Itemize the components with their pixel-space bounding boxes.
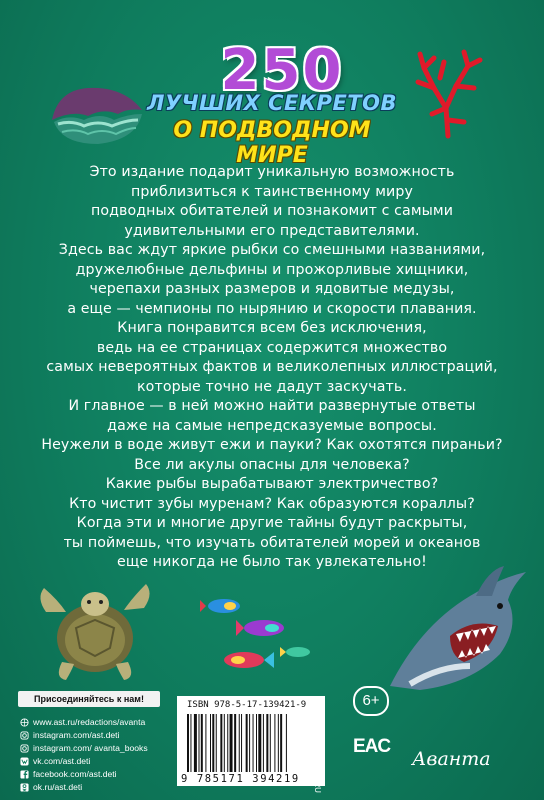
- isbn-number: ISBN 978-5-17-139421-9: [187, 700, 307, 710]
- social-link-text: instagram.com/ avanta_books: [33, 743, 148, 753]
- description-line: Книга понравится всем без исключения,: [117, 320, 427, 336]
- facebook-icon: [20, 770, 29, 779]
- description-line: которые точно не дадут заскучать.: [137, 378, 407, 395]
- eac-certification-mark: EAC: [353, 736, 391, 757]
- barcode-digits: 9 785171 394219: [181, 773, 300, 785]
- description-line: Это издание подарит уникальную возможность: [89, 164, 455, 180]
- sea-turtle-image: [36, 578, 154, 682]
- social-link-text: instagram.com/ast.deti: [33, 730, 120, 740]
- book-description: [40, 163, 504, 573]
- social-link-facebook[interactable]: [20, 768, 170, 780]
- age-rating-badge: 6+: [353, 686, 389, 716]
- instagram-icon: [20, 744, 29, 753]
- publisher-logo-avanta: Аванта: [412, 748, 491, 770]
- clam-shell-image: [48, 80, 146, 150]
- red-coral-image: [410, 48, 484, 140]
- description-line: дружелюбные дельфины и прожорливые хищники,: [75, 261, 469, 278]
- description-line: приблизиться к таинственному миру: [131, 183, 413, 200]
- description-line: Здесь вас ждут яркие рыбки со смешными названиями,: [58, 242, 486, 258]
- shark-image: [380, 566, 530, 692]
- social-link-text: www.ast.ru/redactions/avanta: [33, 717, 146, 727]
- social-link-website[interactable]: [20, 716, 170, 728]
- social-link-text: ok.ru/ast.deti: [33, 782, 83, 792]
- globe-icon: [20, 718, 29, 727]
- description-line: еще никогда не было так увлекательно!: [117, 554, 427, 570]
- ok-icon: [20, 783, 29, 792]
- description-line: Когда эти и многие другие тайны будут раскрыты,: [76, 515, 468, 531]
- description-line: Неужели в воде живут ежи и пауки? Как охотятся пираньи?: [41, 437, 503, 453]
- title-line-underwater: О ПОДВОДНОМ МИРЕ: [173, 118, 371, 168]
- social-link-vk[interactable]: [20, 755, 170, 767]
- tropical-fish-image: [200, 594, 314, 674]
- social-link-instagram-astdeti[interactable]: [20, 729, 170, 741]
- social-link-instagram-avanta[interactable]: [20, 742, 170, 754]
- barcode-block: [177, 696, 325, 786]
- description-line: подводных обитателей и познакомит с самыми: [90, 203, 454, 219]
- join-us-label: Присоединяйтесь к нам!: [18, 691, 160, 707]
- description-line: Кто чистит зубы муренам? Как образуются кораллы?: [69, 495, 475, 512]
- description-line: самых невероятных фактов и великолепных иллюстраций,: [46, 359, 498, 375]
- social-link-text: vk.com/ast.deti: [33, 756, 91, 766]
- description-line: И главное — в ней можно найти развернутые ответы: [68, 398, 476, 414]
- description-line: черепахи разных размеров и ядовитые медузы,: [89, 281, 455, 297]
- description-line: удивительными его представителями.: [124, 222, 420, 239]
- website-vertical-label: WWW.AST.RU: [313, 740, 322, 793]
- title-line-secrets: ЛУЧШИХ СЕКРЕТОВ: [147, 91, 397, 115]
- description-line: ведь на ее страницах содержится множество: [96, 339, 448, 356]
- instagram-icon: [20, 731, 29, 740]
- description-line: Какие рыбы вырабатывают электричество?: [105, 476, 439, 492]
- barcode-image: [187, 714, 315, 774]
- social-link-ok[interactable]: [20, 781, 170, 793]
- title-number: 250: [220, 38, 344, 103]
- social-links-list: [20, 716, 170, 794]
- description-line: Все ли акулы опасны для человека?: [134, 456, 410, 473]
- vk-icon: [20, 757, 29, 766]
- description-line: даже на самые непредсказуемые вопросы.: [107, 417, 437, 434]
- description-line: а еще — чемпионы по нырянию и скорости плавания.: [67, 300, 477, 317]
- social-link-text: facebook.com/ast.deti: [33, 769, 117, 779]
- description-line: ты поймешь, что изучать обитателей морей и океанов: [63, 534, 481, 551]
